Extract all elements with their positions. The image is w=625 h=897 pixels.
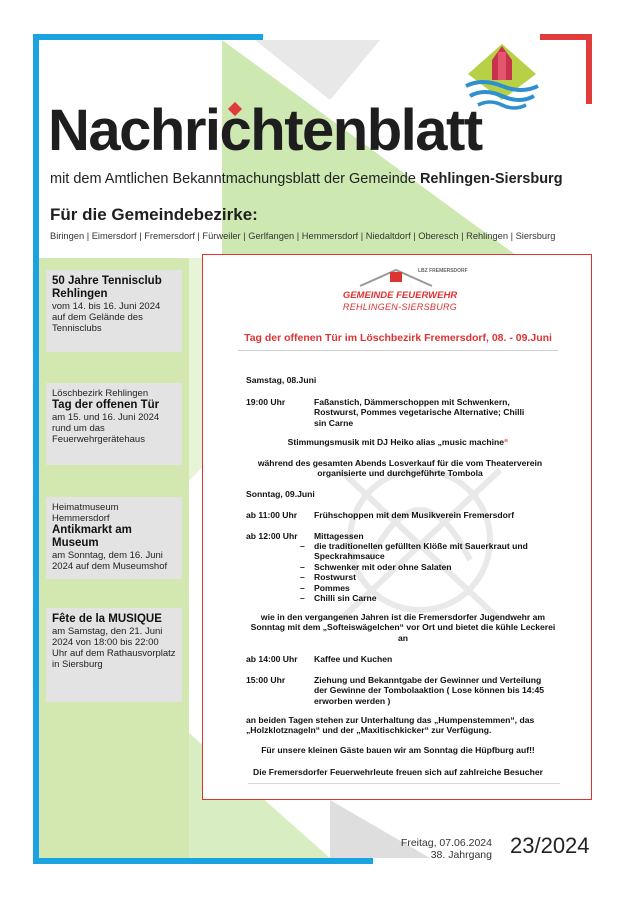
menu-list — [300, 541, 554, 603]
sidebar-card-fire-open-day[interactable] — [46, 383, 182, 465]
menu-item: – Rostwurst — [300, 572, 357, 583]
sun-time-4: 15:00 Uhr — [246, 675, 286, 685]
red-corner-vertical — [586, 34, 592, 104]
lottery-note: während des gesamten Abends Losverkauf für die vom Theaterverein organisierte und durchgeführte Tombola — [257, 458, 543, 479]
menu-item: – Chilli sin Carne — [300, 593, 377, 604]
subtitle-place: Rehlingen-Siersburg — [419, 171, 563, 187]
card-title: Tag der offenen Tür — [52, 399, 160, 411]
sun-time-3: ab 14:00 Uhr — [246, 654, 298, 664]
masthead-subtitle — [50, 171, 563, 187]
sidebar-card-fete-musique[interactable] — [46, 608, 182, 702]
red-corner-horizontal — [540, 34, 592, 40]
subtitle-prefix: mit dem Amtlichen Bekanntmachungsblatt der Gemeinde — [50, 171, 416, 187]
sat-heading: Samstag, 08.Juni — [246, 375, 317, 385]
issue-number: 23/2024 — [510, 833, 590, 858]
district-list: Biringen | Eimersdorf | Fremersdorf | Fürweiler | Gerlfangen | Hemmersdorf | Niedaltdorf | Oberesch | Rehlingen | Siersburg — [50, 231, 556, 241]
music-line — [214, 437, 582, 447]
issue-date-block — [398, 837, 492, 861]
card-details: am Samstag, den 21. Juni 2024 von 18:00 bis 22:00 Uhr auf dem Rathausvorplatz in Siersburg — [52, 626, 176, 670]
sidebar-card-tennis[interactable] — [46, 270, 182, 352]
youth-note: wie in den vergangenen Jahren ist die Fremersdorfer Jugendwehr am Sonntag mit dem „Softeiswägelchen“ vor Ort und bietet die kühle Leckerei an — [250, 612, 556, 643]
issue-volume: 38. Jahrgang — [430, 849, 492, 861]
card-kicker: Löschbezirk Rehlingen — [52, 388, 149, 399]
music-text: Stimmungsmusik mit DJ Heiko alias „music machine — [287, 437, 505, 447]
masthead-title: Nachrichtenblatt — [48, 98, 482, 163]
poster-headline-divider — [238, 350, 558, 351]
districts-heading: Für die Gemeindebezirke: — [50, 205, 258, 224]
sun-time-2: ab 12:00 Uhr — [246, 531, 298, 541]
blue-frame-top — [33, 34, 263, 40]
sidebar-card-antique-market[interactable] — [46, 497, 182, 579]
card-kicker: Heimatmuseum Hemmersdorf — [52, 502, 119, 524]
music-quote: “ — [504, 437, 509, 447]
sat-text: Faßanstich, Dämmerschoppen mit Schwenkern, Rostwurst, Pommes vegetarische Alternative; Chilli sin Carne — [314, 397, 525, 428]
card-details: vom 14. bis 16. Juni 2024 auf dem Gelände des Tennisclubs — [52, 301, 161, 334]
sun-text-1: Frühschoppen mit dem Musikverein Fremersdorf — [314, 510, 515, 520]
poster-headline: Tag der offenen Tür im Löschbezirk Fremersdorf, 08. - 09.Juni — [244, 332, 552, 344]
card-details: am 15. und 16. Juni 2024 rund um das Feuerwehrgerätehaus — [52, 412, 160, 445]
card-title: Antikmarkt am Museum — [52, 524, 132, 549]
poster-logo-small: LBZ FREMERSDORF — [418, 268, 468, 274]
sat-time: 19:00 Uhr — [246, 397, 286, 407]
poster-bottom-divider — [248, 783, 560, 784]
closing-note: Die Fremersdorfer Feuerwehrleute freuen sich auf zahlreiche Besucher — [253, 767, 543, 777]
games-note: an beiden Tagen stehen zur Unterhaltung das „Humpenstemmen“, das „Holzklotznageln“ und der „Maxitischkicker“ zur Verfügung. — [246, 715, 535, 736]
menu-item: – Schwenker mit oder ohne Salaten — [300, 561, 452, 572]
sun-heading: Sonntag, 09.Juni — [246, 489, 315, 499]
kids-note: Für unsere kleinen Gäste bauen wir am Sonntag die Hüpfburg auf!! — [261, 745, 535, 755]
sun-text-4: Ziehung und Bekanntgabe der Gewinner und Verteilung der Gewinne der Tombolaaktion ( Lose können bis 14:45 erworben werden ) — [314, 675, 545, 706]
card-title: 50 Jahre Tennisclub Rehlingen — [52, 275, 162, 300]
card-title: Fête de la MUSIQUE — [52, 613, 162, 625]
poster-logo-line1: GEMEINDE FEUERWEHR — [342, 290, 458, 301]
blue-frame-bottom — [33, 858, 373, 864]
poster-logo-line2: REHLINGEN-SIERSBURG — [342, 302, 458, 312]
sun-time-1: ab 11:00 Uhr — [246, 510, 298, 520]
issue-date: Freitag, 07.06.2024 — [400, 837, 492, 849]
sun-text-2: Mittagessen — [314, 531, 364, 541]
menu-item: – Pommes — [300, 582, 350, 593]
sun-text-3: Kaffee und Kuchen — [314, 654, 393, 664]
menu-item: – die traditionellen gefüllten Klöße mit Sauerkraut und Speckrahmsauce — [300, 541, 528, 562]
card-details: am Sonntag, dem 16. Juni 2024 auf dem Museumshof — [52, 550, 168, 572]
